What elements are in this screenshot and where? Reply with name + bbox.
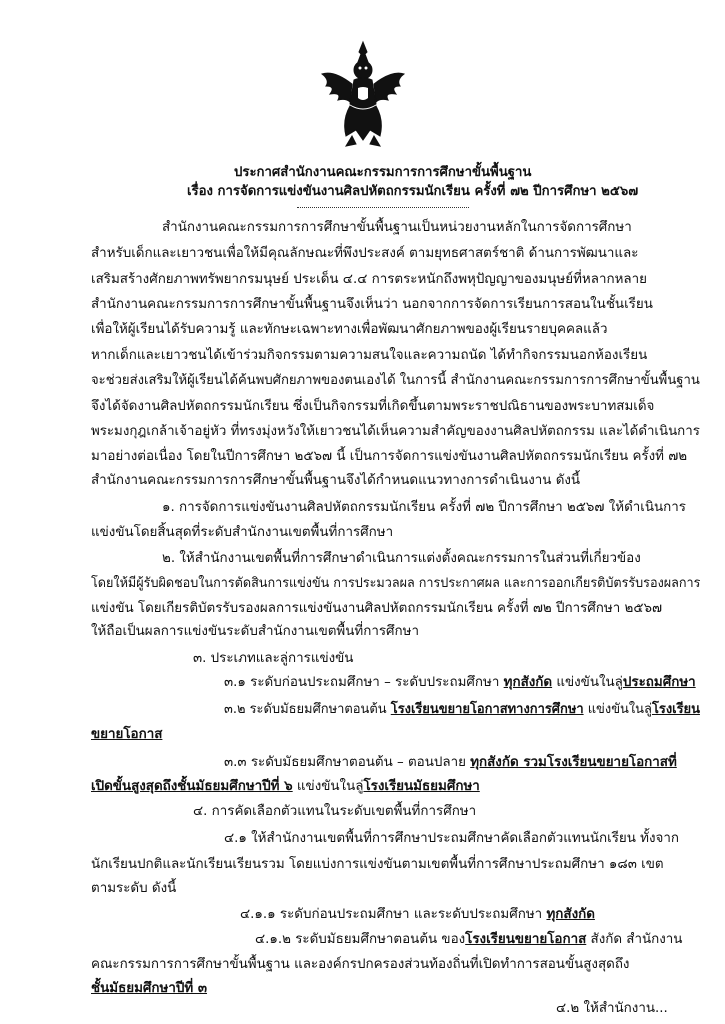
next-page-marker: ๔.๒ ให้สำนักงาน... [556,1001,668,1016]
item-3-3: ๓.๓ ระดับมัธยมศึกษาตอนต้น – ตอนปลาย ทุกสังกัด รวมโรงเรียนขยายโอกาสที่ [224,755,677,770]
item-1-line: ๑. การจัดการแข่งขันงานศิลปหัตถกรรมนักเรียน ครั้งที่ ๗๒ ปีการศึกษา ๒๕๖๗ ให้ดำเนินการ [162,500,686,515]
item-3-2: ๓.๒ ระดับมัธยมศึกษาตอนต้น โรงเรียนขยายโอกาสทางการศึกษา แข่งขันในลู่โรงเรียน [224,702,700,717]
item-4-1-2: ๔.๑.๒ ระดับมัธยมศึกษาตอนต้น ของโรงเรียนขยายโอกาส สังกัด สำนักงาน [255,932,683,947]
announcement-subject: เรื่อง การจัดการแข่งขันงานศิลปหัตถกรรมนักเรียน ครั้งที่ ๗๒ ปีการศึกษา ๒๕๖๗ [187,184,639,199]
item-3-3-cont: เปิดขั้นสูงสุดถึงชั้นมัธยมศึกษาปีที่ ๖ แข่งขันในลู่โรงเรียนมัธยมศึกษา [91,779,480,794]
item-4-1-2-cont: ชั้นมัธยมศึกษาปีที่ ๓ [91,981,208,996]
item-4-1-1: ๔.๑.๑ ระดับก่อนประถมศึกษา และระดับประถมศึกษา ทุกสังกัด [240,907,595,922]
paragraph-line: สำนักงานคณะกรรมการการศึกษาขั้นพื้นฐานเป็นหน่วยงานหลักในการจัดการศึกษา [162,220,632,235]
item-4-1-line: ๔.๑ ให้สำนักงานเขตพื้นที่การศึกษาประถมศึกษาคัดเลือกตัวแทนนักเรียน ทั้งจาก [224,831,679,846]
item-2-line: โดยให้มีผู้รับผิดชอบในการตัดสินการแข่งขัน การประมวลผล การประกาศผล และการออกเกียรติบัตรรับรองผลการ [91,576,701,591]
item-2-line: ให้ถือเป็นผลการแข่งขันระดับสำนักงานเขตพื้นที่การศึกษา [91,624,419,639]
paragraph-line: เพื่อให้ผู้เรียนได้รับความรู้ และทักษะเฉพาะทางเพื่อพัฒนาศักยภาพของผู้เรียนรายบุคคลแล้ว [91,322,608,337]
item-3-heading: ๓. ประเภทและลู่การแข่งขัน [193,651,354,666]
title-separator [297,207,469,208]
item-2-line: แข่งขัน โดยเกียรติบัตรรับรองผลการแข่งขันงานศิลปหัตถกรรมนักเรียน ครั้งที่ ๗๒ ปีการศึกษา ๒๕๖๗ [91,601,663,616]
paragraph-line: หากเด็กและเยาวชนได้เข้าร่วมกิจกรรมตามความสนใจและความถนัด ได้ทำกิจกรรมนอกห้องเรียน [91,348,648,363]
garuda-emblem-icon [316,40,410,148]
paragraph-line: มาอย่างต่อเนื่อง โดยในปีการศึกษา ๒๕๖๗ นี้ เป็นการจัดการแข่งขันงานศิลปหัตถกรรมนักเรียน ครั้งที่ ๗๒ [91,449,688,464]
paragraph-line: เสริมสร้างศักยภาพทรัพยากรมนุษย์ ประเด็น ๔.๔ การตระหนักถึงพหุปัญญาของมนุษย์ที่หลากหลาย [91,272,647,287]
item-3-2-cont: ขยายโอกาส [91,727,163,742]
announcement-title: ประกาศสำนักงานคณะกรรมการการศึกษาขั้นพื้นฐาน [234,165,532,180]
paragraph-line: สำนักงานคณะกรรมการการศึกษาขั้นพื้นฐานจึงเห็นว่า นอกจากการจัดการเรียนการสอนในชั้นเรียน [91,297,653,312]
item-2-line: ๒. ให้สำนักงานเขตพื้นที่การศึกษาดำเนินการแต่งตั้งคณะกรรมการในส่วนที่เกี่ยวข้อง [162,551,641,566]
paragraph-line: พระมงกุฎเกล้าเจ้าอยู่หัว ที่ทรงมุ่งหวังให้เยาวชนได้เห็นความสำคัญของงานศิลปหัตถกรรม และได้ดำเนินการ [91,424,700,439]
item-1-line: แข่งขันโดยสิ้นสุดที่ระดับสำนักงานเขตพื้นที่การศึกษา [91,525,394,540]
paragraph-line: จะช่วยส่งเสริมให้ผู้เรียนได้ค้นพบศักยภาพของตนเองได้ ในการนี้ สำนักงานคณะกรรมการการศึกษาขั้นพื้นฐาน [91,373,700,388]
item-4-1-line: ตามระดับ ดังนี้ [91,881,177,896]
paragraph-line: จึงได้จัดงานศิลปหัตถกรรมนักเรียน ซึ่งเป็นกิจกรรมที่เกิดขึ้นตามพระราชปณิธานของพระบาทสมเด็จ [91,399,655,414]
paragraph-line: สำนักงานคณะกรรมการการศึกษาขั้นพื้นฐานจึงได้กำหนดแนวทางการดำเนินงาน ดังนี้ [91,473,581,488]
item-4-1-2-cont: คณะกรรมการการศึกษาขั้นพื้นฐาน และองค์กรปกครองส่วนท้องถิ่นที่เปิดทำการสอนขั้นสูงสุดถึง [91,957,630,972]
paragraph-line: สำหรับเด็กและเยาวชนเพื่อให้มีคุณลักษณะที่พึงประสงค์ ตามยุทธศาสตร์ชาติ ด้านการพัฒนาและ [91,246,639,261]
item-4-1-line: นักเรียนปกติและนักเรียนเรียนรวม โดยแบ่งการแข่งขันตามเขตพื้นที่การศึกษาประถมศึกษา ๑๘๓ เขต [91,857,664,872]
item-3-1: ๓.๑ ระดับก่อนประถมศึกษา – ระดับประถมศึกษา ทุกสังกัด แข่งขันในลู่ประถมศึกษา [224,675,696,690]
item-4-heading: ๔. การคัดเลือกตัวแทนในระดับเขตพื้นที่การศึกษา [193,804,477,819]
